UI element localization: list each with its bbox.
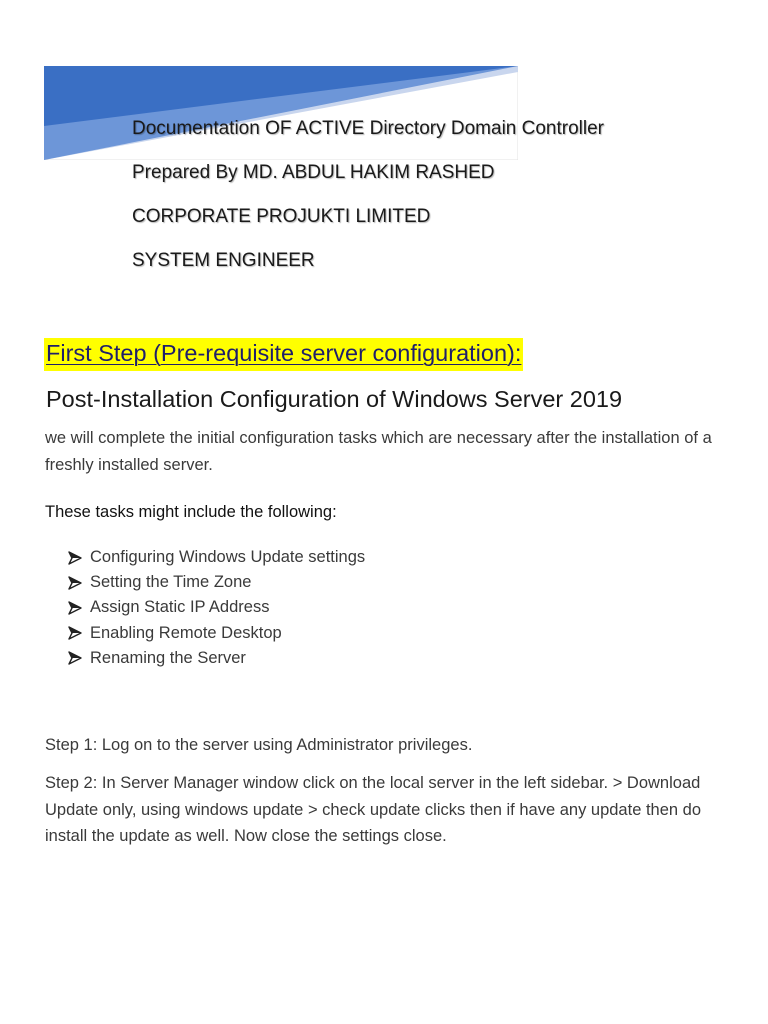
prepared-by: Prepared By MD. ABDUL HAKIM RASHED — [132, 162, 495, 183]
header-banner — [44, 66, 518, 160]
task-label: Assign Static IP Address — [90, 598, 270, 617]
arrow-bullet-icon — [68, 626, 82, 640]
intro-paragraph: we will complete the initial configuration tasks which are necessary after the installation of a freshly installed server. — [45, 429, 712, 474]
task-label: Renaming the Server — [90, 648, 246, 667]
step-2-paragraph: Step 2: In Server Manager window click on the local server in the left sidebar. > Download Update only, using windows update > check update clicks then if have any update then do install the update as well. Now close the settings close. — [45, 774, 702, 845]
list-item — [68, 570, 365, 595]
list-item — [68, 646, 365, 671]
arrow-bullet-icon — [68, 576, 82, 590]
task-label: Configuring Windows Update settings — [90, 548, 366, 566]
task-label: Enabling Remote Desktop — [90, 623, 282, 642]
tasks-heading: These tasks might include the following: — [45, 503, 337, 521]
task-label: Setting the Time Zone — [90, 573, 252, 592]
sub-heading: Post-Installation Configuration of Windows Server 2019 — [46, 386, 623, 412]
arrow-bullet-icon — [68, 651, 82, 665]
step-1-paragraph: Step 1: Log on to the server using Administrator privileges. — [45, 736, 473, 754]
author-role: SYSTEM ENGINEER — [132, 250, 315, 271]
arrow-bullet-icon — [68, 551, 82, 565]
company-name: CORPORATE PROJUKTI LIMITED — [132, 206, 431, 227]
task-list — [68, 545, 365, 671]
section-heading: First Step (Pre-requisite server configuration): — [44, 338, 523, 371]
arrow-bullet-icon — [68, 601, 82, 615]
list-item — [68, 545, 365, 570]
list-item — [68, 595, 365, 620]
list-item — [68, 621, 365, 646]
document-title: Documentation OF ACTIVE Directory Domain Controller — [132, 118, 604, 139]
banner-graphic — [44, 66, 518, 160]
